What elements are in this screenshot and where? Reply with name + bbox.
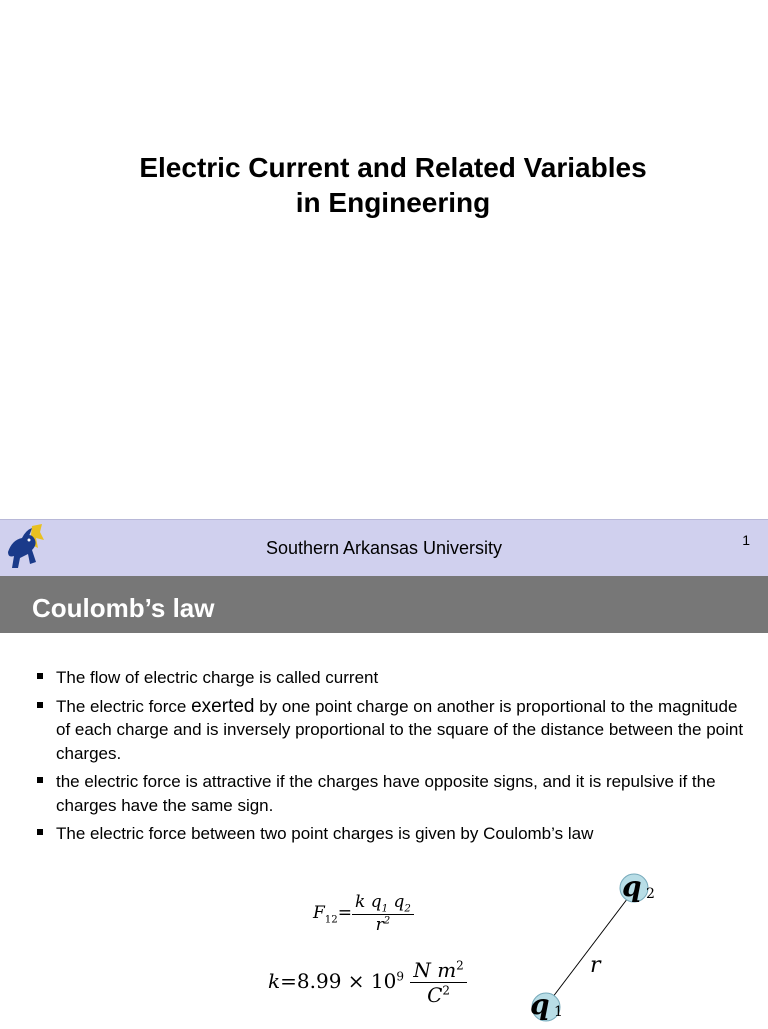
distance-label: r xyxy=(590,953,601,978)
charge-q2-label: q xyxy=(622,870,642,903)
charges-diagram-svg xyxy=(520,866,680,1024)
bullet-list xyxy=(34,666,744,851)
distance-line xyxy=(546,890,634,1006)
charge-q2-sub: 2 xyxy=(646,886,655,902)
content-slide xyxy=(0,576,768,1024)
slide-heading: Coulomb’s law xyxy=(32,593,215,623)
charges-diagram xyxy=(520,866,680,1024)
university-name: Southern Arkansas University xyxy=(265,538,503,558)
bullet-item: The electric force exerted by one point charge on another is proportional to the magnitude of each charge and is inversely proportional to the square of the distance between the point charges. xyxy=(34,695,744,766)
slide-title-line2: in Engineering xyxy=(295,187,491,218)
coulomb-constant-equation: $k=8.99 \times 10^9$ $\frac{N m^2}{C^2}$ xyxy=(268,958,467,1007)
slide-title xyxy=(0,150,768,220)
coulomb-equation: $F_{12}=$ $\frac{k q_1 q_2}{r^2}$ xyxy=(313,892,414,935)
slide-heading-bar xyxy=(0,576,768,633)
charge-q1-label: q xyxy=(530,988,550,1021)
page-number: 1 xyxy=(742,532,750,548)
bullet-item: the electric force is attractive if the charges have opposite signs, and it is repulsive if the charges have the same sign. xyxy=(34,770,744,817)
slide-title-line1: Electric Current and Related Variables xyxy=(139,152,647,183)
slide-footer xyxy=(0,519,768,576)
bullet-item: The electric force between two point charges is given by Coulomb’s law xyxy=(34,822,744,846)
bullet-item: The flow of electric charge is called current xyxy=(34,666,744,690)
charge-q1-sub: 1 xyxy=(554,1004,563,1020)
